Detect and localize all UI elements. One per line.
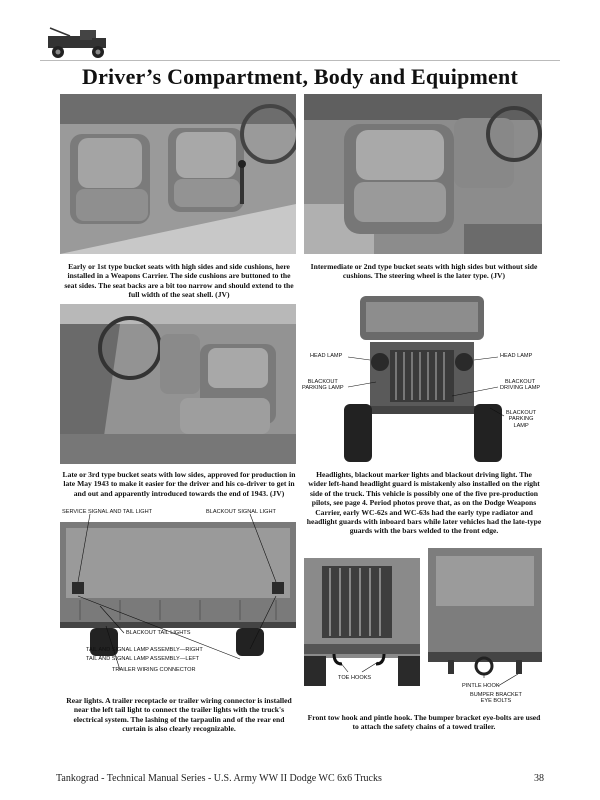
header-rule bbox=[40, 60, 560, 61]
caption-intermediate-seats: Intermediate or 2nd type bucket seats with high sides but without side cushions. The steering wheel is the later type. (JV) bbox=[310, 262, 538, 281]
label-blackout-parking-left: BLACKOUT PARKING LAMP bbox=[302, 379, 344, 392]
caption-tow-hooks: Front tow hook and pintle hook. The bumper bracket eye-bolts are used to attach the safety chains of a towed trailer. bbox=[307, 713, 541, 732]
page-footer: Tankograd - Technical Manual Series - U.S. Army WW II Dodge WC 6x6 Trucks bbox=[56, 773, 382, 784]
photo-tow-hooks bbox=[304, 548, 420, 688]
label-trailer-wiring: TRAILER WIRING CONNECTOR bbox=[112, 667, 196, 673]
page-title: Driver’s Compartment, Body and Equipment bbox=[82, 64, 518, 89]
label-tail-left: TAIL AND SIGNAL LAMP ASSEMBLY—LEFT bbox=[86, 656, 200, 662]
caption-rear-lights: Rear lights. A trailer receptacle or trailer wiring connector is installed near the left tail light to connect the trailer lights with the truck's electrical system. The lashing of the tarpaulin and of the rear end curtain is also clearly recognizable. bbox=[66, 696, 292, 734]
photo-early-seats bbox=[60, 94, 296, 254]
label-blackout-parking-right: BLACKOUT PARKING LAMP bbox=[506, 410, 537, 429]
label-tail-right: TAIL AND SIGNAL LAMP ASSEMBLY—RIGHT bbox=[86, 647, 203, 653]
truck-icon bbox=[40, 22, 118, 62]
label-head-lamp-right: HEAD LAMP bbox=[500, 353, 533, 359]
caption-late-seats: Late or 3rd type bucket seats with low sides, approved for production in late May 1943 to make it easier for the driver and his co-driver to get in and out and apparently introduced towards the end of 1943. (JV) bbox=[62, 470, 296, 498]
label-toe-hooks: TOE HOOKS bbox=[338, 675, 372, 681]
page-number: 38 bbox=[534, 773, 544, 784]
label-bumper-bracket: BUMPER BRACKET EYE BOLTS bbox=[470, 692, 522, 705]
caption-early-seats: Early or 1st type bucket seats with high sides and side cushions, here installed in a Weapons Carrier. The side cushions are buttoned to the seat sides. The seat backs are a bit too narrow and should extend to the full width of the seat shell. (JV) bbox=[64, 262, 294, 300]
caption-front-lamps: Headlights, blackout marker lights and blackout driving light. The wider left-hand headlight guard is mistakenly also installed on the right side of the truck. This vehicle is possibly one of the five pre-production pilots, see page 4. Period photos prove that, as on the Dodge Weapons Carrier, early WC-62s and WC-63s had the early type radiator and headlight guards with inboard bars while later vehicles had the late-type guards with the bars welded to the front edge. bbox=[306, 470, 542, 536]
photo-pintle-hook bbox=[428, 548, 542, 688]
label-blackout-driving: BLACKOUT DRIVING LAMP bbox=[500, 379, 541, 392]
label-service-signal: SERVICE SIGNAL AND TAIL LIGHT bbox=[62, 509, 153, 515]
label-head-lamp-left: HEAD LAMP bbox=[310, 353, 343, 359]
label-blackout-signal: BLACKOUT SIGNAL LIGHT bbox=[206, 509, 276, 515]
photo-late-seats bbox=[60, 304, 296, 464]
photo-intermediate-seats bbox=[304, 94, 542, 254]
label-blackout-tail: BLACKOUT TAIL LIGHTS bbox=[126, 630, 191, 636]
label-pintle-hook: PINTLE HOOK bbox=[462, 683, 500, 689]
